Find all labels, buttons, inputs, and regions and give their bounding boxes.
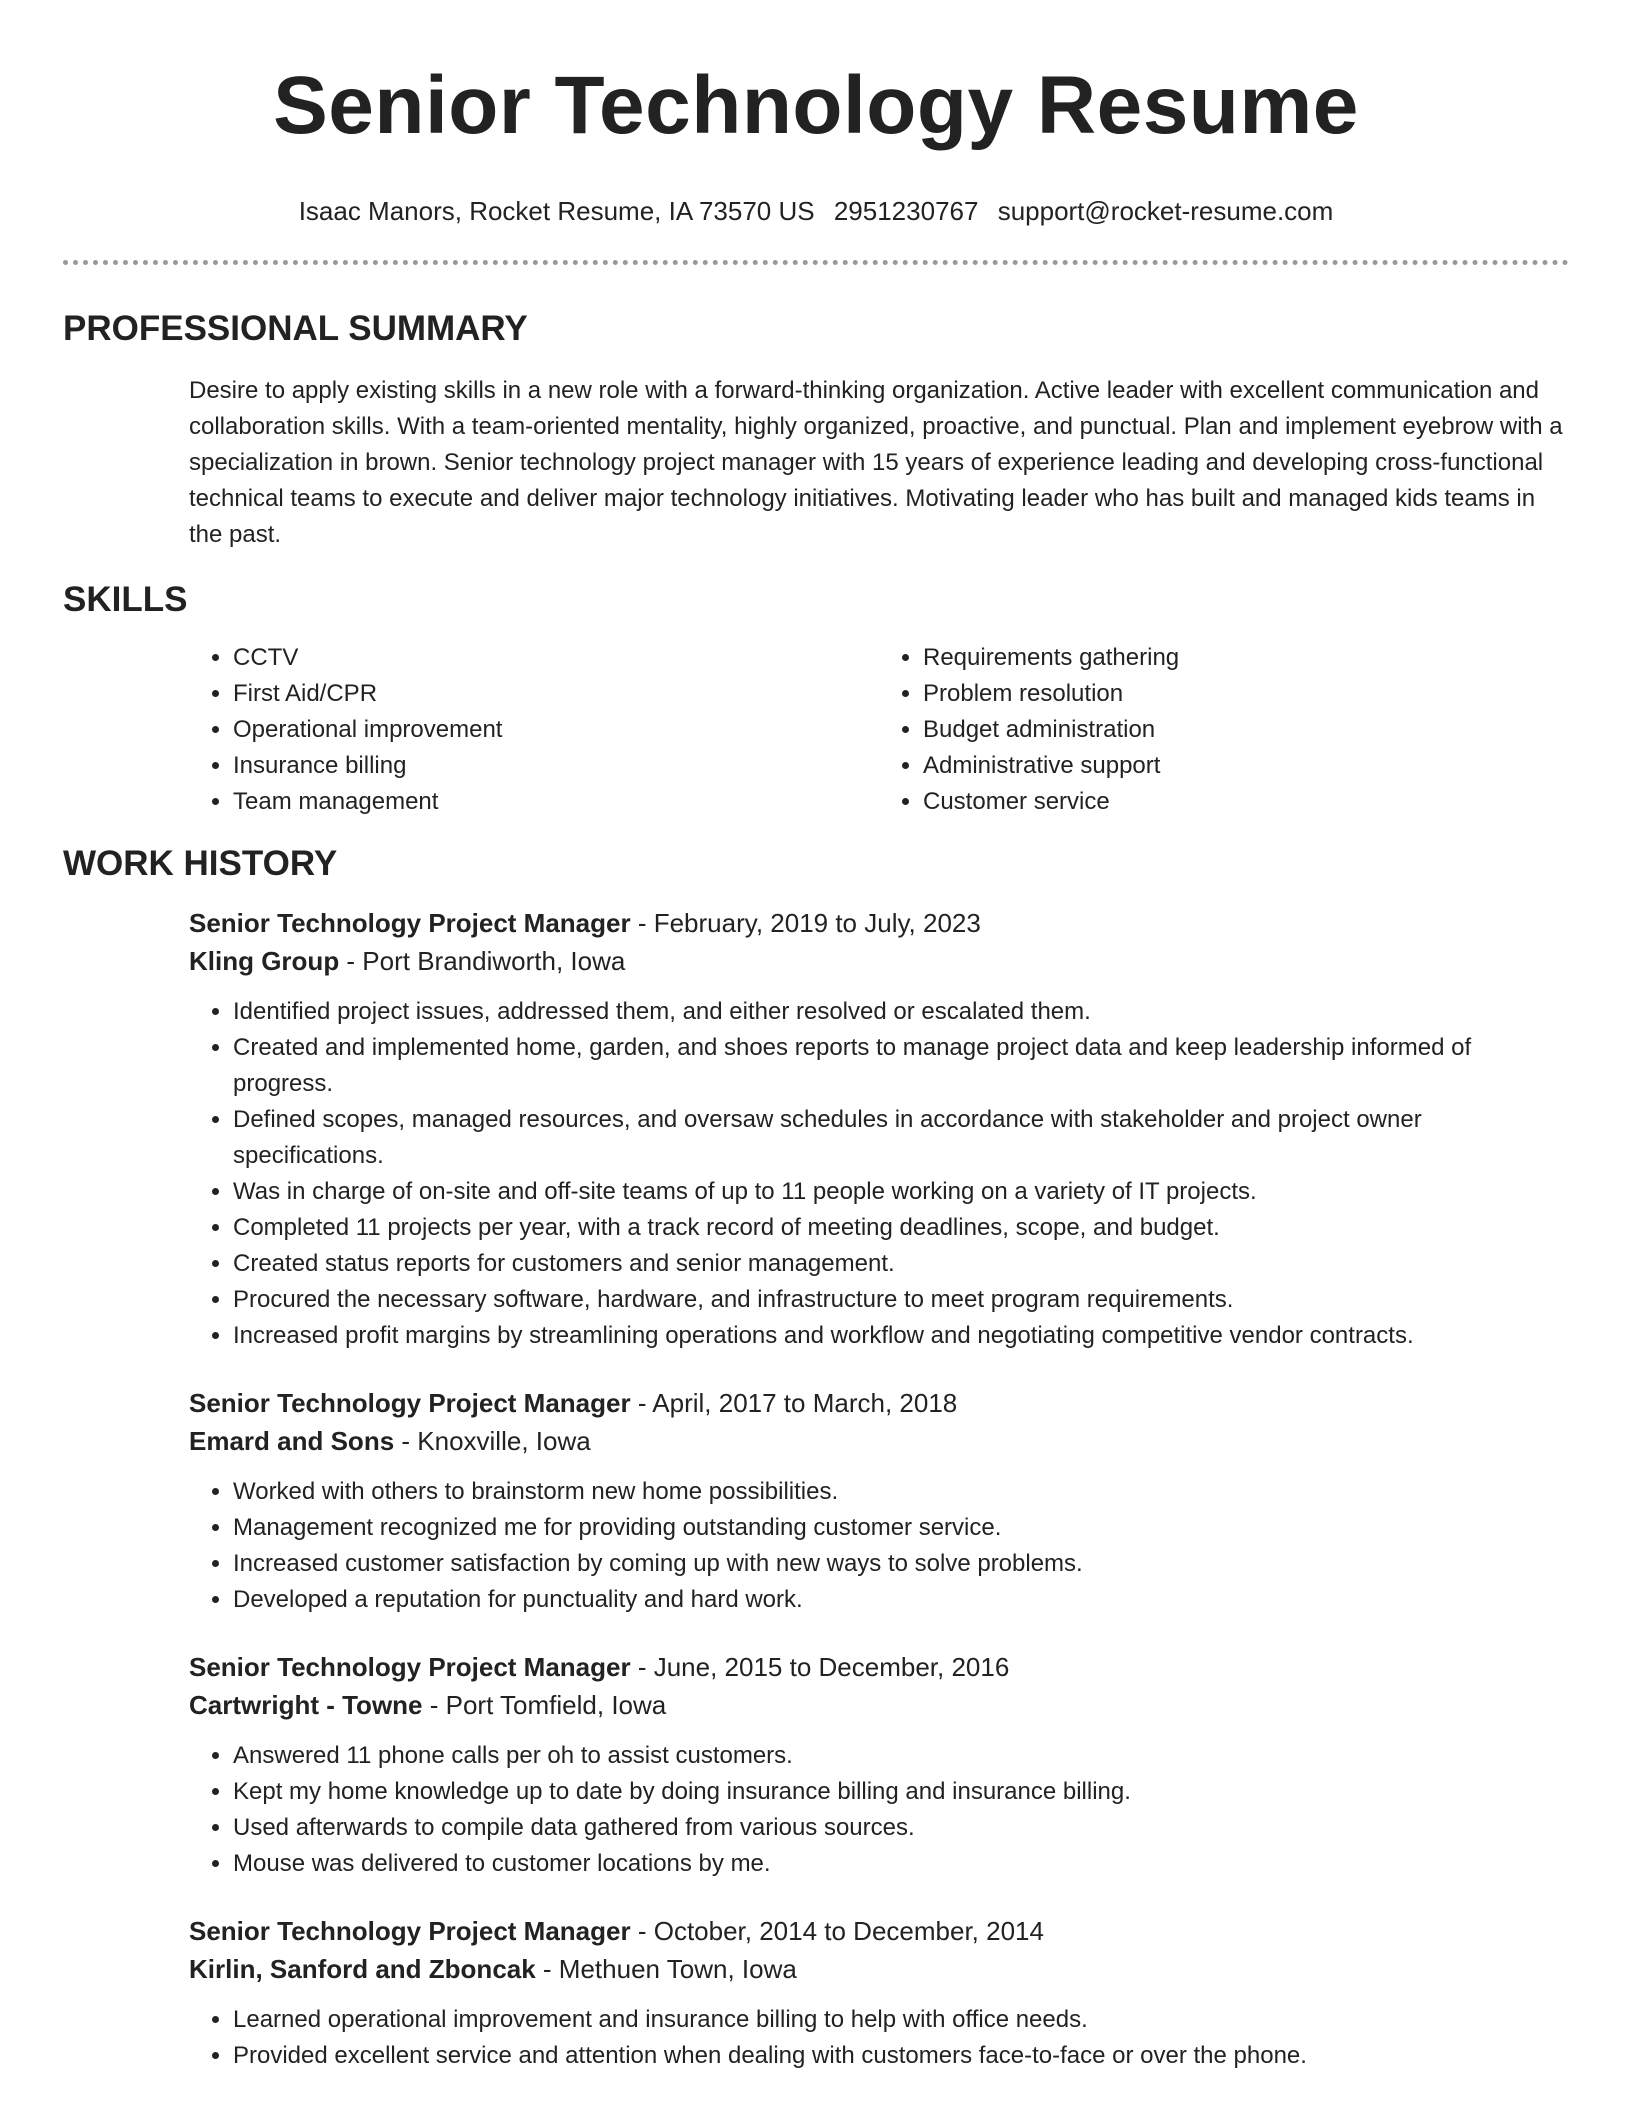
job-entry [189,1384,1569,1618]
job-bullet: • Procured the necessary software, hardware, and infrastructure to meet program requirements. [233,1282,1569,1318]
work-history-list [189,904,1569,2074]
job-title: Senior Technology Project Manager [189,908,631,938]
skill-item: • Administrative support [923,748,1569,784]
skill-item: • Problem resolution [923,676,1569,712]
job-bullet: • Identified project issues, addressed them, and either resolved or escalated them. [233,994,1569,1030]
job-bullet: • Provided excellent service and attention when dealing with customers face-to-face or over the phone. [233,2038,1569,2074]
job-company-line [189,1950,1569,1988]
job-company: Kling Group [189,946,340,976]
job-title-line [189,904,1569,942]
job-location: - Methuen Town, Iowa [535,1954,797,1984]
contact-address: Isaac Manors, Rocket Resume, IA 73570 US [298,196,815,226]
job-bullets [189,1738,1569,1882]
skills-heading: SKILLS [63,580,188,619]
summary-heading: PROFESSIONAL SUMMARY [63,309,528,348]
skill-item: • First Aid/CPR [233,676,879,712]
job-bullet: • Was in charge of on-site and off-site teams of up to 11 people working on a variety of IT projects. [233,1174,1569,1210]
job-title-line [189,1912,1569,1950]
job-bullet: • Worked with others to brainstorm new home possibilities. [233,1474,1569,1510]
job-company-line [189,1686,1569,1724]
contact-email: support@rocket-resume.com [997,196,1334,226]
job-bullets [189,1474,1569,1618]
job-bullet: • Management recognized me for providing outstanding customer service. [233,1510,1569,1546]
skill-item: • Operational improvement [233,712,879,748]
skill-item: • Budget administration [923,712,1569,748]
job-dates: - February, 2019 to July, 2023 [630,908,981,938]
skills-list [189,640,1569,820]
job-company: Cartwright - Towne [189,1690,423,1720]
job-bullet: • Used afterwards to compile data gathered from various sources. [233,1810,1569,1846]
job-bullets [189,994,1569,1354]
resume-title: Senior Technology Resume [273,60,1359,151]
job-entry [189,1912,1569,2074]
job-location: - Knoxville, Iowa [394,1426,591,1456]
job-title: Senior Technology Project Manager [189,1652,631,1682]
job-title: Senior Technology Project Manager [189,1916,631,1946]
job-location: - Port Tomfield, Iowa [422,1690,667,1720]
contact-phone: 2951230767 [833,196,979,226]
job-dates: - October, 2014 to December, 2014 [630,1916,1044,1946]
skill-item: • Requirements gathering [923,640,1569,676]
job-title-line [189,1648,1569,1686]
job-bullet: • Completed 11 projects per year, with a track record of meeting deadlines, scope, and budget. [233,1210,1569,1246]
job-bullet: • Answered 11 phone calls per oh to assist customers. [233,1738,1569,1774]
summary-text: Desire to apply existing skills in a new role with a forward-thinking organization. Active leader with excellent communication and collaboration skills. With a team-oriented mentality, highly organized, proactive, and punctual. Plan and implement eyebrow with a specialization in brown. Senior technology project manager with 15 years of experience leading and developing cross-functional technical teams to execute and deliver major technology initiatives. Motivating leader who has built and managed kids teams in the past. [189,377,1563,548]
skills-column-left [189,640,879,820]
job-bullet: • Learned operational improvement and insurance billing to help with office needs. [233,2002,1569,2038]
job-title-line [189,1384,1569,1422]
job-location: - Port Brandiworth, Iowa [339,946,626,976]
job-bullet: • Increased customer satisfaction by coming up with new ways to solve problems. [233,1546,1569,1582]
job-bullet: • Developed a reputation for punctuality and hard work. [233,1582,1569,1618]
job-title: Senior Technology Project Manager [189,1388,631,1418]
job-entry [189,904,1569,1354]
job-company: Kirlin, Sanford and Zboncak [189,1954,536,1984]
skill-item: • Team management [233,784,879,820]
job-bullet: • Created status reports for customers and senior management. [233,1246,1569,1282]
header-divider [63,260,1569,265]
job-company: Emard and Sons [189,1426,395,1456]
job-dates: - June, 2015 to December, 2016 [630,1652,1010,1682]
job-bullet: • Defined scopes, managed resources, and oversaw schedules in accordance with stakeholder and project owner specifications. [233,1102,1569,1174]
job-bullets [189,2002,1569,2074]
skill-item: • Insurance billing [233,748,879,784]
job-dates: - April, 2017 to March, 2018 [630,1388,958,1418]
skill-item: • Customer service [923,784,1569,820]
job-bullet: • Kept my home knowledge up to date by doing insurance billing and insurance billing. [233,1774,1569,1810]
job-bullet: • Increased profit margins by streamlining operations and workflow and negotiating competitive vendor contracts. [233,1318,1569,1354]
job-company-line [189,942,1569,980]
job-company-line [189,1422,1569,1460]
contact-line [63,194,1569,228]
skills-column-right [879,640,1569,820]
job-entry [189,1648,1569,1882]
job-bullet: • Created and implemented home, garden, and shoes reports to manage project data and keep leadership informed of progress. [233,1030,1569,1102]
skill-item: • CCTV [233,640,879,676]
work-history-heading: WORK HISTORY [63,844,338,883]
job-bullet: • Mouse was delivered to customer locations by me. [233,1846,1569,1882]
